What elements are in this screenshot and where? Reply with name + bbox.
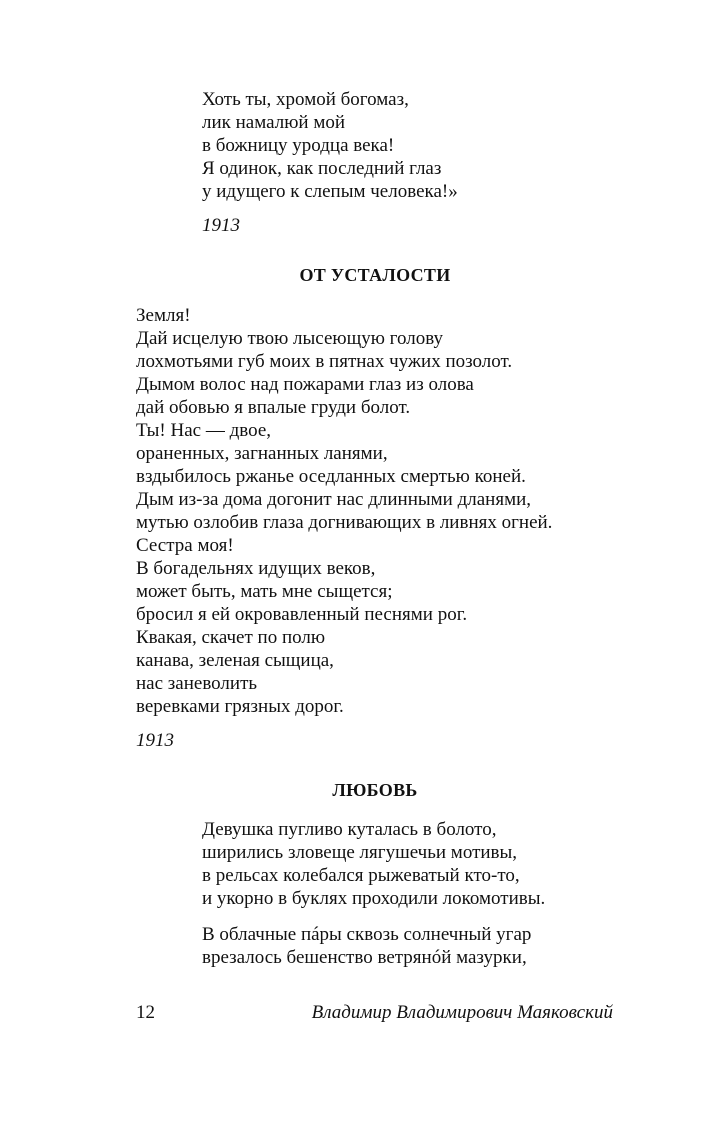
verse-line: В облачные пáры сквозь солнечный угар xyxy=(202,924,532,945)
verse-line: в божницу уродца века! xyxy=(202,135,395,156)
verse-line: вздыбилось ржанье оседланных смертью коней. xyxy=(136,466,526,487)
verse-line: Земля! xyxy=(136,305,191,326)
page-number: 12 xyxy=(136,1002,155,1023)
verse-line: у идущего к слепым человека!» xyxy=(202,181,458,202)
verse-line: В богадельнях идущих веков, xyxy=(136,558,376,579)
verse-line: Я одинок, как последний глаз xyxy=(202,158,442,179)
verse-line: Хоть ты, хромой богомаз, xyxy=(202,89,409,110)
verse-line: Девушка пугливо куталась в болото, xyxy=(202,819,497,840)
poem-title: ОТ УСТАЛОСТИ xyxy=(299,265,451,285)
verse-line: лик намалюй мой xyxy=(202,112,346,133)
verse-line: может быть, мать мне сыщется; xyxy=(136,581,393,602)
verse-line: Сестра моя! xyxy=(136,535,234,556)
poem-year: 1913 xyxy=(136,730,174,751)
verse-line: Дым из-за дома догонит нас длинными дланями, xyxy=(136,489,532,510)
verse-line: ораненных, загнанных ланями, xyxy=(136,443,388,464)
verse-line: канава, зеленая сыщица, xyxy=(136,650,334,671)
verse-line: Квакая, скачет по полю xyxy=(136,627,326,648)
verse-line: бросил я ей окровавленный песнями рог. xyxy=(136,604,468,625)
verse-line: мутью озлобив глаза догнивающих в ливнях огней. xyxy=(136,512,553,533)
verse-line: Дай исцелую твою лысеющую голову xyxy=(136,328,444,349)
verse-line: и укорно в буклях проходили локомотивы. xyxy=(202,888,546,909)
verse-line: ширились зловеще лягушечьи мотивы, xyxy=(202,842,518,863)
verse-line: нас заневолить xyxy=(136,673,258,694)
poem-year: 1913 xyxy=(202,215,240,236)
verse-line: лохмотьями губ моих в пятнах чужих позолот. xyxy=(136,351,513,372)
verse-line: врезалось бешенство ветрянóй мазурки, xyxy=(202,947,527,968)
verse-line: в рельсах колебался рыжеватый кто-то, xyxy=(202,865,520,886)
poem-title: ЛЮБОВЬ xyxy=(332,780,418,800)
verse-line: веревками грязных дорог. xyxy=(136,696,344,717)
running-author: Владимир Владимирович Маяковский xyxy=(311,1002,613,1023)
verse-line: дай обовью я впалые груди болот. xyxy=(136,397,411,418)
verse-line: Ты! Нас — двое, xyxy=(136,420,272,441)
verse-line: Дымом волос над пожарами глаз из олова xyxy=(136,374,474,395)
